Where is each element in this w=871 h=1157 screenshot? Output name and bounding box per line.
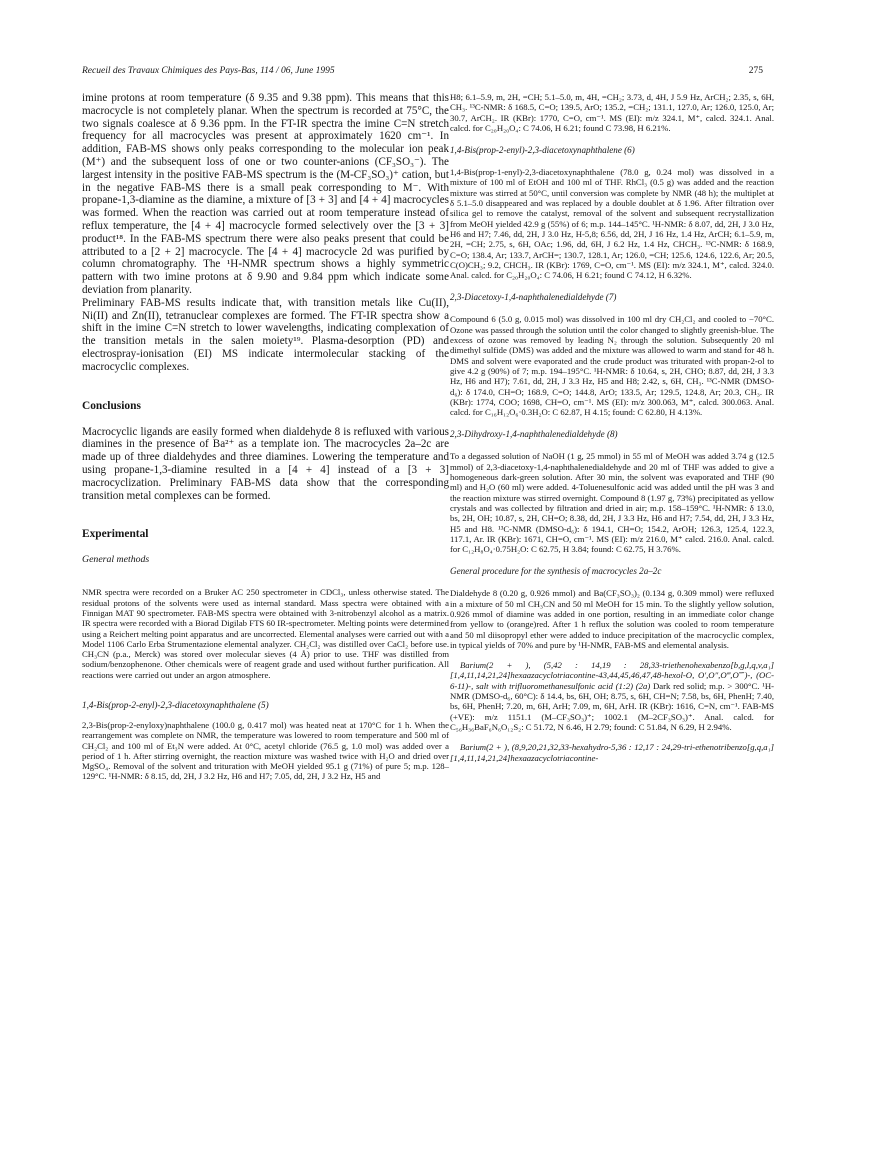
- barium-2a-data: Dark red solid; m.p. > 300°C. ¹H-NMR (DMSO-d₆, 60°C): δ 14.4, bs, 6H, OH; 8.75, s, 6H, CH=N; 7.58, bs, 6H, PhenH; 7.40, bs, 6H, PhenH; 7.20, m, 6H, ArH; 7.09, m, 6H, ArH. IR (KBr): 1616, C=N, cm⁻¹. FAB-MS (+VE): m/z 1151.1 (M–CF₃SO₃)⁺; 1002.1 (M–2CF₃SO₃)⁺. Anal. calcd. for C₅₆H₃₆BaF₆N₆O₁₂S₂: C 51.72, N 6.46, H 2.79; found: C 51.84, N 6.29, H 2.94%.: [450, 680, 775, 732]
- general-methods-heading: General methods: [82, 554, 150, 566]
- compound7-heading: 2,3-Diacetoxy-1,4-naphthalenedialdehyde (7): [450, 292, 617, 303]
- conclusions-heading: Conclusions: [82, 399, 141, 412]
- barium-2a-heading: Barium(2 + ), (5,42 : 14,19 : 28,33-triethenohexabenzo[b,g,l,q,v,a₁] [1,4,11,14,21,24]hexaazacyclotriacontine-43,44,45,46,47,48-hexol-O, O′,O″,O‴,O⁗)-, (OC-6-11)-, salt with trifluoromethanesulfonic acid (1:2) (2a): [450, 660, 774, 691]
- journal-citation: Recueil des Travaux Chimiques des Pays-Bas, 114 / 06, June 1995: [82, 66, 335, 76]
- right-column: [450, 92, 774, 763]
- left-column: [82, 92, 449, 782]
- conclusions-paragraph: Macrocyclic ligands are easily formed when dialdehyde 8 is refluxed with various diamines in the presence of Ba²⁺ as a template ion. The macrocycles 2a–2c are made up of three dialdehydes and three diamines. Lowering the temperature and using propane-1,3-diamine resulted in a [4 + 4] instead of a [3 + 3] macrocyclization. Preliminary FAB-MS data show that the corresponding transition metal complexes can be formed.: [82, 425, 449, 502]
- prelim-paragraph: Preliminary FAB-MS results indicate that, with transition metals like Cu(II), Ni(II) and Zn(II), tetranuclear complexes are formed. The FT-IR spectra show a shift in the imine C=N stretch to lower wavelengths, indicating complexation of the transition metals in the salen moiety¹⁹. Plasma-desorption (PD) and electrospray-ionisation (EI) MS indicate intermolecular stacking of the macrocyclic complexes.: [82, 296, 449, 373]
- barium-2b-heading: Barium(2 + ), (8,9,20,21,32,33-hexahydro-5,36 : 12,17 : 24,29-tri-ethenotribenzo[g,q,a₁] [1,4,11,14,21,24]hexaazacyclotriacontine-: [450, 742, 774, 763]
- page-number: 275: [748, 66, 763, 76]
- general-methods-paragraph: NMR spectra were recorded on a Bruker AC 250 spectrometer in CDCl₃, unless otherwise stated. The residual protons of the solvents were used as internal standard. Mass spectra were obtained with a Finnigan MAT 90 spectrometer. FAB-MS spectra were obtained with 3-nitrobenzyl alcohol as a matrix. IR spectra were recorded with a Biorad Digilab FTS 60 IR-spectrometer. Melting points were determined using a Reichert melting point apparatus and are uncorrected. Elemental analyses were carried out with a Model 1106 Carlo Erba Strumentazione elemental analyzer. CH₂Cl₂ was distilled over CaCl₂ before use. CH₃CN (p.a., Merck) was stored over molecular sieves (4 Å) prior to use. THF was distilled from sodium/benzophenone. Other chemicals were of reagent grade and used without further purification. All reactions were carried out under an argon atmosphere.: [82, 587, 449, 680]
- compound8-paragraph: To a degassed solution of NaOH (1 g, 25 mmol) in 55 ml of MeOH was added 3.74 g (12.5 mmol) of 2,3-diacetoxy-1,4-naphthalenedialdehyde and 20 ml of THF was added to give a homogeneous dark-green solution. After 30 min, the solvent was evaporated and THF (90 ml) and H₂O (60 ml) were added. 4-Toluenesulfonic acid was added until the pH was 3 and the reaction mixture was stirred overnight. Compound 8 (1.97 g, 73%) precipitated as yellow crystals and was collected by filtration and dried in air; m.p. 158–159°C. ¹H-NMR: δ 13.0, bs, 2H, OH; 10.87, s, 2H, CH=O; 8.38, dd, 2H, J 3.3 Hz, H6 and H7; 7.54, dd, 2H, J 3.3 Hz, H5 and H8. ¹³C-NMR (DMSO-d₆): δ 194.1, CH=O; 154.2, ArOH; 126.3, 125.4, 122.3, 117.1, Ar. IR (KBr): 1671, CH=O, cm⁻¹. MS (EI): m/z 216.0, M⁺ calcd. 216.0. Anal. calcd. for C₁₂H₈O₄·0.75H₂O: C 62.75, H 3.84; found: C 62.75, H 3.76%.: [450, 451, 774, 555]
- experimental-heading: Experimental: [82, 528, 149, 541]
- general-procedure-heading: General procedure for the synthesis of macrocycles 2a–2c: [450, 566, 662, 577]
- intro-paragraph: imine protons at room temperature (δ 9.35 and 9.38 ppm). This means that this macrocycle is not completely planar. When the spectrum is recorded at 75°C, the two signals coalesce at δ 9.36 ppm. In the FT-IR spectra the imine C=N stretch frequency for all macrocycles was present at approximately 1620 cm⁻¹. In addition, FAB-MS shows only peaks corresponding to the molecular ion peak (M⁺) and the subsequent loss of one or two counter-anions (CF₃SO₃⁻). The largest intensity in the positive FAB-MS spectrum is the (M-CF₃SO₃)⁺ cation, but in the negative FAB-MS there is a small peak corresponding to M⁻. With propane-1,3-diamine as the diamine, a mixture of [3 + 3] and [4 + 4] macrocycles was formed. When the reaction was carried out at room temperature instead of reflux temperature, the [4 + 4] macrocycle formed selectively over the [3 + 3] product¹⁸. In the FAB-MS spectrum there were also peaks present that could be attributed to a [2 + 2] macrocycle. The [4 + 4] macrocycle 2d was purified by column chromatography. The ¹H-NMR spectrum shows a highly symmetric pattern with two imine protons at δ 9.90 and 9.84 ppm which indicate some deviation from planarity.: [82, 92, 449, 296]
- barium-2b-entry: [450, 742, 774, 763]
- barium-2a-entry: [450, 660, 774, 732]
- compound8-heading: 2,3-Dihydroxy-1,4-naphthalenedialdehyde (8): [450, 429, 618, 440]
- compound6-paragraph: 1,4-Bis(prop-1-enyl)-2,3-diacetoxynaphthalene (78.0 g, 0.24 mol) was dissolved in a mixture of 100 ml of EtOH and 100 ml of THF. RhCl₃ (0.5 g) was added and the reaction mixture was stirred at 50°C, until conversion was complete by NMR (48 h); the multiplet at δ 5.1–5.0 disappeared and was replaced by a double doublet at δ 1.96. After filtration over silica gel to remove the catalyst, removal of the solvent and subsequent recrystallization from MeOH yielded 42.9 g (55%) of 6; m.p. 144–145°C. ¹H-NMR: δ 8.07, dd, 2H, J 3.0 Hz, H6 and H7; 7.46, dd, 2H, J 3.0 Hz, H-5,8; 6.56, dd, 2H, J 16 Hz, 1.4 Hz, ArCH; 6.1–5.9, m, 2H, =CH; 2.75, s, 6H, OAc; 1.96, dd, 6H, J 6.2 Hz, 1.4 Hz, CHCH₃. ¹³C-NMR: δ 168.9, C=O; 138.4, Ar; 133.7, ArCH=; 130.7, 128.1, Ar; 126.0, =CH; 125.6, 124.6, 122.6, Ar; 20.5, C(O)CH₃; 9.2, CHCH₃. IR (KBr): 1769, C=O, cm⁻¹. MS (EI): m/z 324.1, M⁺, calcd. 324.0. Anal. calcd. for C₂₀H₂₀O₄: C 74.06, H 6.21; found C 74.12, H 6.32%.: [450, 167, 774, 281]
- compound5-heading: 1,4-Bis(prop-2-enyl)-2,3-diacetoxynaphthalene (5): [82, 699, 269, 710]
- general-procedure-paragraph: Dialdehyde 8 (0.20 g, 0.926 mmol) and Ba(CF₃SO₃)₂ (0.134 g, 0.309 mmol) were refluxed in a mixture of 50 ml CH₃CN and 50 ml MeOH for 15 min. To the slightly yellow solution, 0.926 mmol of diamine was added in one portion, resulting in an immediate color change from yellow to (orange)red. After 1 h reflux the solution was cooled to room temperature and 50 ml diisopropyl ether were added to induce precipitation of the macrocyclic complex, in typical yields of 70% and pure by ¹H-NMR, FAB-MS and elemental analysis.: [450, 588, 774, 650]
- compound7-paragraph: Compound 6 (5.0 g, 0.015 mol) was dissolved in 100 ml dry CH₂Cl₂ and cooled to −70°C. Ozone was passed through the solution until the color changed to slightly greenish-blue. The excess of ozone was removed by leading N₂ through the solution. Subsequently 20 ml dimethyl sulfide (DMS) was added and the mixture was allowed to warm and stand for 48 h. DMS and solvent were evaporated and the crude product was triturated with propan-2-ol to give 4.2 g (90%) of 7; m.p. 194–195°C. ¹H-NMR: δ 10.64, s, 2H, CHO; 8.87, dd, 2H, J 3.3 Hz, H6 and H7); 7.61, dd, 2H, J 3.3 Hz, H5 and H8; 2.42, s, 6H, CH₃. ¹³C-NMR (DMSO-d₆): δ 174.0, CH=O; 168.9, C=O; 144.8, ArO; 133.5, Ar; 129.5, 124.8, Ar; 20.3, CH₃. IR (KBr): 1774, COO; 1698, CH=O, cm⁻¹. MS (EI): m/z 300.063, M⁺, calcd. 300.063. Anal. calcd. for C₁₆H₁₂O₆·0.3H₂O: C 62.87, H 4.15; found: C 62.80, H 4.13%.: [450, 314, 774, 418]
- compound6-heading: 1,4-Bis(prop-2-enyl)-2,3-diacetoxynaphthalene (6): [450, 145, 635, 156]
- compound5-paragraph: 2,3-Bis(prop-2-enyloxy)naphthalene (100.0 g, 0.417 mol) was heated neat at 170°C for 1 h. When the rearrangement was complete on NMR, the temperature was lowered to room temperature and 500 ml of CH₂Cl₂ and 100 ml of Et₃N were added. At 0°C, acetyl chloride (76.5 g, 1.0 mol) was added over a period of 1 h. After stirring overnight, the reaction mixture was washed twice with H₂O and dried over MgSO₄. Removal of the solvent and trituration with MeOH yielded 95.1 g (71%) of pure 5; m.p. 128–129°C. ¹H-NMR: δ 8.15, dd, 2H, J 3.2 Hz, H6 and H7; 7.05, dd, 2H, J 3.2 Hz, H5 and: [82, 719, 449, 782]
- compound5-continued: H8; 6.1–5.9, m, 2H, =CH; 5.1–5.0, m, 4H, =CH₂; 3.73, d, 4H, J 5.9 Hz, ArCH₂; 2.35, s, 6H, CH₃. ¹³C-NMR: δ 168.5, C=O; 139.5, ArO; 135.2, =CH₂; 131.1, 127.0, Ar; 126.0, 125.0, Ar; 30.7, ArCH₂. IR (KBr): 1770, C=O, cm⁻¹. MS (EI): m/z 324.1, M⁺, calcd. 324.1. Anal. calcd. for C₂₀H₂₀O₄: C 74.06, H 6.21; found C 73.98, H 6.21%.: [450, 92, 774, 133]
